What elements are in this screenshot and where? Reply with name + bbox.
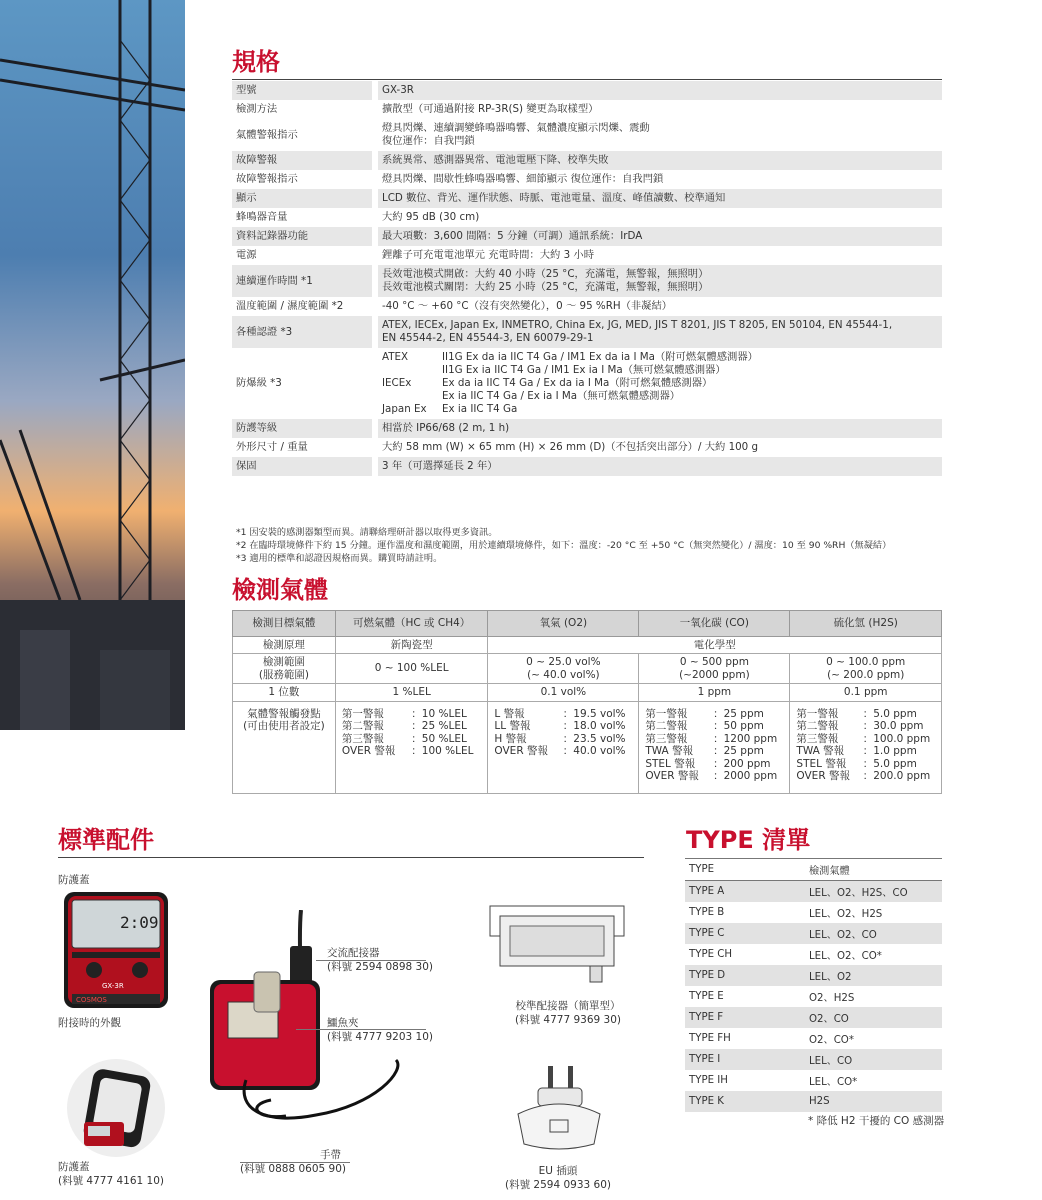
spec-value-line: 大約 58 mm (W) × 65 mm (H) × 26 mm (D)（不包括突出部分）/ 大約 100 g	[382, 441, 759, 453]
alarm-value: ：50 %LEL	[411, 732, 467, 745]
type-row	[685, 944, 942, 965]
type-row	[685, 1007, 942, 1028]
spec-value	[375, 419, 942, 438]
spec-value	[375, 457, 942, 476]
attached-label: 附接時的外觀	[58, 1017, 121, 1029]
alarm-name: 第一警報	[645, 707, 688, 720]
explosion-line: II1G Ex ia IIC T4 Ga / IM1 Ex ia I Ma（無可燃氣體感測器）	[442, 364, 726, 376]
alarm-name: OVER 警報	[494, 745, 548, 757]
alarm-name: 第三警報	[341, 732, 384, 745]
alarm-name: 第二警報	[796, 720, 839, 732]
accessories-title: 標準配件	[58, 826, 154, 854]
spec-value-line: 長效電池模式開啟：大約 40 小時（25 °C，充滿電，無警報，無照明）	[382, 268, 709, 280]
spec-value-line: 系統異常、感測器異常、電池電壓下降、校準失敗	[382, 154, 609, 166]
alarm-name: 第一警報	[341, 707, 384, 720]
spec-value-line: 3 年（可選擇延長 2 年）	[382, 460, 498, 472]
spec-key: 資料記錄器功能	[232, 227, 375, 246]
explosion-org	[382, 390, 442, 403]
type-gases: LEL、CO*	[809, 1077, 858, 1088]
range-o2: 0 ~ 25.0 vol% (~ 40.0 vol%)	[488, 654, 639, 684]
type-header-row	[685, 859, 942, 881]
type-gases: O2、H2S	[809, 993, 855, 1004]
digit-label: 1 位數	[233, 684, 336, 702]
type-row	[685, 965, 942, 986]
spec-row	[232, 438, 942, 457]
alarm-name: 第三警報	[645, 732, 688, 745]
range-label: 檢測範圍 (服務範圍)	[233, 654, 336, 684]
type-gases: LEL、O2、CO	[805, 923, 942, 944]
note-2: *2 在臨時環境條件下約 15 分鐘。運作溫度和濕度範圍，用於連續環境條件，如下：溫度：-20 °C 至 +50 °C（無突然變化）/ 濕度：10 至 90 %RH（無凝結）	[236, 540, 892, 551]
spec-notes	[236, 526, 891, 565]
spec-row	[232, 189, 942, 208]
alarm-label: 氣體警報觸發點 (可由使用者設定)	[233, 701, 336, 793]
alarm-name: 第三警報	[796, 732, 839, 745]
spec-value-line: ATEX, IECEx, Japan Ex, INMETRO, China Ex, JG, MED, JIS T 8201, JIS T 8205, EN 50104, EN 45544-1,	[382, 319, 893, 331]
explosion-line: Ex ia IIC T4 Ga / Ex ia I Ma（無可燃氣體感測器）	[442, 390, 681, 402]
gas-header-target: 檢測目標氣體	[233, 611, 336, 637]
alarm-name: 第二警報	[341, 720, 384, 732]
type-footnote: * 降低 H2 干擾的 CO 感測器	[808, 1115, 945, 1127]
ac-adapter-label: 交流配接器 (料號 2594 0898 30)	[327, 947, 434, 973]
explosion-org: ATEX	[382, 351, 409, 363]
digit-o2: 0.1 vol%	[488, 684, 639, 702]
alarm-lel	[335, 701, 488, 793]
alarm-value: ：23.5 vol%	[562, 732, 626, 745]
type-name: TYPE CH	[689, 949, 733, 960]
eu-plug-image	[514, 1064, 604, 1154]
spec-key: 顯示	[232, 189, 375, 208]
type-name: TYPE A	[685, 881, 805, 903]
spec-key: 外形尺寸 / 重量	[232, 438, 375, 457]
spec-value-line: 燈具閃爍、間歇性蜂鳴器鳴響、細節顯示 復位運作：自我閂鎖	[382, 173, 664, 185]
spec-value-line: 擴散型（可通過附接 RP-3R(S) 變更為取樣型）	[382, 103, 599, 115]
spec-row	[232, 348, 942, 419]
spec-value-line: 長效電池模式關閉：大約 25 小時（25 °C，充滿電，無警報，無照明）	[382, 281, 709, 293]
calibration-adapter-image	[480, 896, 634, 988]
type-name: TYPE B	[689, 907, 725, 918]
spec-row	[232, 297, 942, 316]
type-gases: LEL、O2、H2S、CO	[805, 881, 942, 903]
note-3: *3 適用的標準和認證因規格而異。購買時請註明。	[236, 553, 443, 564]
digit-lel: 1 %LEL	[335, 684, 488, 702]
accessories-rule	[58, 857, 644, 858]
alarm-value: ：25 ppm	[713, 707, 764, 720]
spec-key: 故障警報指示	[232, 170, 375, 189]
spec-value-line: -40 °C ～ +60 °C（沒有突然變化），0 ～ 95 %RH（非凝結）	[382, 300, 673, 312]
alarm-value: ：5.0 ppm	[862, 707, 917, 720]
gas-table	[232, 610, 942, 794]
spec-value-line: 燈具閃爍、連續調變蜂鳴器鳴響、氣體濃度顯示閃爍、震動	[382, 122, 650, 134]
alarm-co	[639, 701, 790, 793]
spec-key: 連續運作時間 *1	[232, 265, 375, 297]
spec-row	[232, 208, 942, 227]
spec-value-line: GX-3R	[382, 84, 414, 96]
alarm-name: H 警報	[494, 732, 527, 745]
spec-row	[232, 227, 942, 246]
type-gases: LEL、CO	[805, 1049, 942, 1070]
alarm-value: ：50 ppm	[713, 720, 764, 732]
spec-value	[375, 81, 942, 100]
type-name: TYPE C	[685, 923, 805, 944]
range-lel: 0 ~ 100 %LEL	[335, 654, 488, 684]
alarm-value: ：19.5 vol%	[562, 707, 626, 720]
spec-value-line: 最大項數：3,600 間隔：5 分鐘（可調）通訊系統：IrDA	[382, 230, 643, 242]
type-header-cell: 檢測氣體	[805, 859, 942, 881]
crane-photo	[0, 0, 185, 730]
type-row	[685, 986, 942, 1007]
explosion-line: Ex da ia IIC T4 Ga / Ex da ia I Ma（附可燃氣體感測器）	[442, 377, 713, 389]
alarm-name: TWA 警報	[645, 745, 694, 757]
strap-part: (料號 0888 0605 90)	[240, 1163, 347, 1175]
spec-value	[375, 438, 942, 457]
alarm-name: 第二警報	[645, 720, 688, 732]
type-name: TYPE F	[685, 1007, 805, 1028]
gas-header-o2: 氧氣 (O2)	[488, 611, 639, 637]
principle-label: 檢測原理	[233, 636, 336, 654]
spec-value	[375, 208, 942, 227]
type-gases: LEL、O2、H2S	[809, 909, 883, 920]
protective-cover-image	[66, 1058, 166, 1158]
type-gases: LEL、O2、CO*	[809, 951, 882, 962]
spec-value	[375, 246, 942, 265]
type-gases: O2、CO	[805, 1007, 942, 1028]
spec-key: 氣體警報指示	[232, 119, 375, 151]
spec-key: 保固	[232, 457, 375, 476]
spec-value	[375, 189, 942, 208]
spec-key: 檢測方法	[232, 100, 375, 119]
spec-row	[232, 419, 942, 438]
type-name: TYPE I	[685, 1049, 805, 1070]
spec-value	[375, 316, 942, 348]
type-row	[685, 923, 942, 944]
alarm-value: ：5.0 ppm	[862, 757, 917, 770]
principle-electrochemical: 電化學型	[488, 636, 942, 654]
spec-key: 蜂鳴器音量	[232, 208, 375, 227]
type-list-title: TYPE 清單	[686, 826, 811, 854]
spec-value	[375, 100, 942, 119]
alarm-value: ：100.0 ppm	[862, 732, 931, 745]
alarm-value: ：1.0 ppm	[862, 745, 917, 757]
spec-value-line: EN 45544-2, EN 45544-3, EN 60079-29-1	[382, 332, 594, 344]
explosion-org	[382, 364, 442, 377]
spec-table	[232, 81, 942, 476]
spec-value	[375, 348, 942, 419]
digit-h2s: 0.1 ppm	[790, 684, 942, 702]
calibration-adapter-part: (料號 4777 9369 30)	[514, 1014, 621, 1026]
alarm-name: TWA 警報	[796, 745, 845, 757]
type-gases: LEL、O2	[805, 965, 942, 986]
clip-label: 鱷魚夾 (料號 4777 9203 10)	[327, 1017, 434, 1043]
type-row	[685, 1091, 942, 1112]
spec-key: 電源	[232, 246, 375, 265]
strap-label: 手帶 (料號 0888 0605 90)	[240, 1149, 347, 1175]
spec-value-line: 相當於 IP66/68 (2 m, 1 h)	[382, 422, 510, 434]
type-row	[685, 1070, 942, 1091]
explosion-org: IECEx	[382, 377, 412, 389]
type-name: TYPE K	[685, 1091, 805, 1112]
alarm-name: STEL 警報	[645, 757, 696, 770]
type-header-cell: TYPE	[685, 859, 805, 881]
principle-combustible: 新陶瓷型	[335, 636, 488, 654]
digit-co: 1 ppm	[639, 684, 790, 702]
spec-row	[232, 170, 942, 189]
alarm-name: OVER 警報	[796, 770, 850, 782]
spec-row	[232, 100, 942, 119]
alarm-name: STEL 警報	[796, 757, 847, 770]
gas-header-combustible: 可燃氣體（HC 或 CH4）	[335, 611, 488, 637]
eu-plug-part: (料號 2594 0933 60)	[504, 1179, 611, 1191]
alarm-value: ：25 %LEL	[411, 720, 467, 732]
spec-row	[232, 265, 942, 297]
alarm-name: L 警報	[494, 707, 525, 720]
spec-value-line: LCD 數位、背光、運作狀態、時脈、電池電量、溫度、峰值讀數、校準通知	[382, 192, 726, 204]
explosion-line: II1G Ex da ia IIC T4 Ga / IM1 Ex da ia I Ma（附可燃氣體感測器）	[442, 351, 758, 363]
type-name: TYPE D	[685, 965, 805, 986]
gas-title: 檢測氣體	[232, 576, 328, 604]
gas-header-co: 一氧化碳 (CO)	[639, 611, 790, 637]
spec-row	[232, 246, 942, 265]
type-row	[685, 881, 942, 903]
alarm-value: ：200.0 ppm	[862, 770, 931, 782]
spec-row	[232, 151, 942, 170]
alarm-name: OVER 警報	[645, 770, 699, 782]
spec-value	[375, 265, 942, 297]
type-table	[685, 858, 942, 1112]
spec-key: 防護等級	[232, 419, 375, 438]
alarm-value: ：1200 ppm	[713, 732, 778, 745]
spec-row	[232, 316, 942, 348]
spec-title: 規格	[232, 48, 280, 76]
alarm-value: ：18.0 vol%	[562, 720, 626, 732]
spec-key: 防爆級 *3	[232, 348, 375, 419]
device-brand: COSMOS	[76, 996, 107, 1004]
type-name: TYPE FH	[689, 1033, 731, 1044]
cover2-label: 防護蓋 (料號 4777 4161 10)	[58, 1161, 165, 1187]
type-row	[685, 1028, 942, 1049]
clip-part: (料號 4777 9203 10)	[327, 1031, 434, 1043]
alarm-value: ：25 ppm	[713, 745, 764, 757]
alarm-value: ：10 %LEL	[411, 707, 467, 720]
spec-row	[232, 81, 942, 100]
device-model: GX-3R	[102, 982, 124, 990]
alarm-h2s	[790, 701, 942, 793]
type-name: TYPE E	[689, 991, 724, 1002]
calibration-adapter-label: 校準配接器（簡單型） (料號 4777 9369 30)	[503, 999, 633, 1027]
gas-header-h2s: 硫化氫 (H2S)	[790, 611, 942, 637]
alarm-name: LL 警報	[494, 720, 531, 732]
alarm-o2	[488, 701, 639, 793]
alarm-value: ：100 %LEL	[411, 745, 474, 757]
alarm-name: 第一警報	[796, 707, 839, 720]
device-lcd-text: 2:09	[120, 913, 159, 932]
explosion-line: Ex ia IIC T4 Ga	[442, 403, 518, 415]
alarm-value: ：40.0 vol%	[562, 745, 626, 757]
spec-key: 各種認證 *3	[232, 316, 375, 348]
note-1: *1 因安裝的感測器類型而異。請聯絡理研計器以取得更多資訊。	[236, 527, 498, 538]
eu-plug-label: EU 插頭 (料號 2594 0933 60)	[504, 1165, 611, 1191]
spec-title-rule	[232, 79, 942, 80]
spec-key: 型號	[232, 81, 375, 100]
spec-value	[375, 119, 942, 151]
alarm-name: OVER 警報	[341, 745, 396, 757]
spec-row	[232, 457, 942, 476]
type-gases: O2、CO*	[809, 1035, 854, 1046]
alarm-value: ：2000 ppm	[713, 770, 778, 782]
spec-value	[375, 170, 942, 189]
cover2-part: (料號 4777 4161 10)	[58, 1175, 165, 1187]
spec-value-line: 大約 95 dB (30 cm)	[382, 211, 480, 223]
spec-value-line: 復位運作：自我閂鎖	[382, 135, 475, 147]
range-co: 0 ~ 500 ppm (~2000 ppm)	[639, 654, 790, 684]
type-name: TYPE IH	[689, 1075, 728, 1086]
alarm-value: ：30.0 ppm	[862, 720, 924, 732]
type-gases: H2S	[805, 1091, 942, 1112]
ac-adapter-part: (料號 2594 0898 30)	[327, 961, 434, 973]
spec-key: 故障警報	[232, 151, 375, 170]
spec-value	[375, 151, 942, 170]
spec-key: 溫度範圍 / 濕度範圍 *2	[232, 297, 375, 316]
alarm-value: ：200 ppm	[713, 757, 771, 770]
spec-row	[232, 119, 942, 151]
type-row	[685, 1049, 942, 1070]
range-h2s: 0 ~ 100.0 ppm (~ 200.0 ppm)	[790, 654, 942, 684]
spec-value	[375, 227, 942, 246]
type-row	[685, 902, 942, 923]
cover-label: 防護蓋	[58, 874, 90, 886]
spec-value	[375, 297, 942, 316]
spec-value-line: 鋰離子可充電電池單元 充電時間：大約 3 小時	[382, 249, 595, 261]
explosion-org: Japan Ex	[382, 403, 427, 415]
device-with-cover-image	[62, 890, 170, 1010]
